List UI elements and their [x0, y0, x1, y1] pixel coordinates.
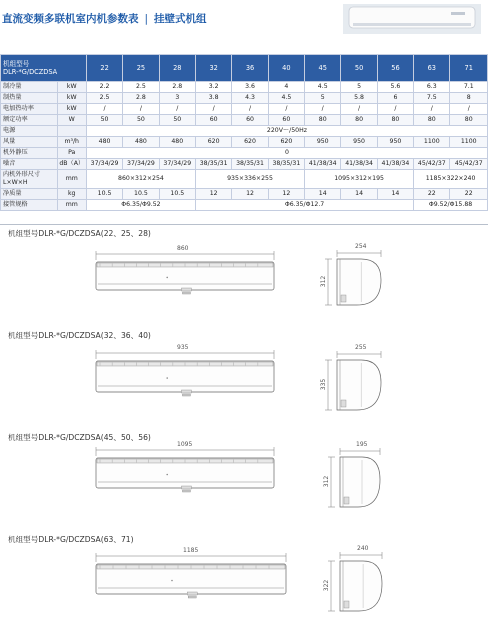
value-cell: 4.3 — [232, 93, 268, 104]
section-title: 机组型号DLR-*G/DCZDSA(45、50、56) — [8, 433, 151, 442]
value-cell: 37/34/29 — [86, 159, 122, 170]
subtitle-text: 挂壁式机组 — [154, 13, 207, 25]
table-row — [1, 189, 488, 200]
value-cell: 620 — [195, 137, 231, 148]
side-view-drawing — [0, 432, 140, 528]
row-unit: m³/h — [57, 137, 86, 148]
row-unit: kW — [57, 104, 86, 115]
row-unit: Pa — [57, 148, 86, 159]
table-row — [1, 200, 488, 211]
table-row — [1, 126, 488, 137]
value-cell: 60 — [268, 115, 304, 126]
wall-unit-photo — [343, 4, 481, 34]
value-cell: / — [86, 104, 122, 115]
model-col: 25 — [123, 55, 159, 82]
value-cell: 860×312×254 — [86, 170, 195, 189]
row-label: 电加热功率 — [1, 104, 58, 115]
table-row — [1, 93, 488, 104]
value-cell: / — [414, 104, 450, 115]
row-label: 制热量 — [1, 93, 58, 104]
table-row — [1, 148, 488, 159]
value-cell: 12 — [232, 189, 268, 200]
table-row — [1, 159, 488, 170]
row-unit: kW — [57, 93, 86, 104]
value-cell: 38/35/31 — [195, 159, 231, 170]
value-cell: / — [123, 104, 159, 115]
value-cell: 10.5 — [86, 189, 122, 200]
width-label: 935 — [177, 344, 189, 351]
page-title — [2, 11, 207, 26]
value-cell: 6.3 — [414, 82, 450, 93]
value-cell: / — [450, 104, 488, 115]
value-cell: 935×336×255 — [195, 170, 304, 189]
row-unit: mm — [57, 170, 86, 189]
value-cell: 50 — [86, 115, 122, 126]
side-view-drawing — [0, 534, 140, 630]
row-label: 噪音 — [1, 159, 58, 170]
section-title: 机组型号DLR-*G/DCZDSA(22、25、28) — [8, 229, 151, 238]
row-label: 制冷量 — [1, 82, 58, 93]
value-cell: 1100 — [450, 137, 488, 148]
value-cell: 22 — [414, 189, 450, 200]
page-header — [0, 0, 488, 36]
value-cell: Φ9.52/Φ15.88 — [414, 200, 488, 211]
dim-label: 内机外形尺寸 — [3, 171, 41, 178]
model-col: 56 — [377, 55, 413, 82]
row-unit: mm — [57, 200, 86, 211]
row-label: 额定功率 — [1, 115, 58, 126]
value-cell: 22 — [450, 189, 488, 200]
value-cell: 2.5 — [123, 82, 159, 93]
value-cell: 3 — [159, 93, 195, 104]
table-row — [1, 104, 488, 115]
value-cell: 7.5 — [414, 93, 450, 104]
title-text: 直流变频多联机室内机参数表 — [2, 13, 139, 25]
value-cell: 10.5 — [159, 189, 195, 200]
value-cell: / — [195, 104, 231, 115]
row-label — [1, 170, 58, 189]
value-cell: 5 — [305, 93, 341, 104]
value-cell: 4 — [268, 82, 304, 93]
value-cell: 2.8 — [159, 82, 195, 93]
value-cell: 38/35/31 — [268, 159, 304, 170]
value-cell: 45/42/37 — [450, 159, 488, 170]
value-cell: 80 — [450, 115, 488, 126]
dimension-section — [0, 534, 488, 632]
row-label: 风量 — [1, 137, 58, 148]
value-cell: 950 — [377, 137, 413, 148]
value-cell: 620 — [268, 137, 304, 148]
value-cell: 12 — [195, 189, 231, 200]
height-label: 312 — [323, 475, 331, 488]
value-cell: 4.5 — [305, 82, 341, 93]
value-cell: 4.5 — [268, 93, 304, 104]
width-label: 1185 — [183, 547, 199, 554]
table-row — [1, 170, 488, 189]
side-view-drawing — [0, 228, 140, 324]
row-label: 机外静压 — [1, 148, 58, 159]
value-cell: 7.1 — [450, 82, 488, 93]
row-label: 净质量 — [1, 189, 58, 200]
model-col: 45 — [305, 55, 341, 82]
width-label: 1095 — [177, 441, 193, 448]
model-col: 71 — [450, 55, 488, 82]
value-cell: 80 — [377, 115, 413, 126]
model-col: 32 — [195, 55, 231, 82]
value-cell: 14 — [377, 189, 413, 200]
height-label: 312 — [320, 275, 328, 288]
row-unit — [57, 126, 86, 137]
value-cell: 38/35/31 — [232, 159, 268, 170]
width-label: 860 — [177, 245, 189, 252]
dimension-section — [0, 330, 488, 428]
dimension-section — [0, 228, 488, 326]
depth-label: 255 — [355, 344, 367, 351]
row-unit: dB（A） — [57, 159, 86, 170]
value-cell: 480 — [86, 137, 122, 148]
value-cell: / — [268, 104, 304, 115]
value-cell: 1100 — [414, 137, 450, 148]
value-cell: 950 — [305, 137, 341, 148]
model-col: 63 — [414, 55, 450, 82]
table-row — [1, 115, 488, 126]
value-cell: 12 — [268, 189, 304, 200]
value-cell: 10.5 — [123, 189, 159, 200]
row-unit: kW — [57, 82, 86, 93]
value-cell: 80 — [341, 115, 377, 126]
dim-label-lwh: L×W×H — [3, 179, 28, 186]
section-title: 机组型号DLR-*G/DCZDSA(63、71) — [8, 535, 134, 544]
depth-label: 254 — [355, 243, 367, 250]
value-cell: Φ6.35/Φ12.7 — [195, 200, 413, 211]
value-cell: / — [232, 104, 268, 115]
value-cell: / — [341, 104, 377, 115]
value-cell: 37/34/29 — [123, 159, 159, 170]
value-cell: 5.8 — [341, 93, 377, 104]
title-separator: | — [144, 13, 149, 25]
model-code: DLR-*G/DCZDSA — [3, 68, 58, 76]
value-cell: 41/38/34 — [377, 159, 413, 170]
model-col: 22 — [86, 55, 122, 82]
value-cell: 2.2 — [86, 82, 122, 93]
value-cell: 50 — [123, 115, 159, 126]
value-cell: 41/38/34 — [305, 159, 341, 170]
value-cell: 3.8 — [195, 93, 231, 104]
value-cell: 14 — [305, 189, 341, 200]
value-cell: 480 — [123, 137, 159, 148]
value-cell: / — [305, 104, 341, 115]
model-col: 50 — [341, 55, 377, 82]
value-cell: 45/42/37 — [414, 159, 450, 170]
side-view-drawing — [0, 330, 140, 426]
spec-header-row — [1, 55, 488, 82]
value-cell: Φ6.35/Φ9.52 — [86, 200, 195, 211]
value-cell: 6 — [377, 93, 413, 104]
value-cell: 80 — [414, 115, 450, 126]
row-label: 电源 — [1, 126, 58, 137]
value-cell: 80 — [305, 115, 341, 126]
section-divider — [0, 224, 488, 225]
model-col: 40 — [268, 55, 304, 82]
value-cell: 2.5 — [86, 93, 122, 104]
value-cell: 14 — [341, 189, 377, 200]
model-label: 机组型号 — [3, 60, 30, 68]
section-title: 机组型号DLR-*G/DCZDSA(32、36、40) — [8, 331, 151, 340]
value-cell: 220V～/50Hz — [86, 126, 487, 137]
spec-body — [1, 82, 488, 211]
value-cell: / — [159, 104, 195, 115]
value-cell: 0 — [86, 148, 487, 159]
value-cell: 5 — [341, 82, 377, 93]
value-cell: 60 — [195, 115, 231, 126]
value-cell: 480 — [159, 137, 195, 148]
depth-label: 195 — [356, 441, 368, 448]
table-row — [1, 137, 488, 148]
row-unit: kg — [57, 189, 86, 200]
model-header-cell — [1, 55, 87, 82]
value-cell: 37/34/29 — [159, 159, 195, 170]
value-cell: 41/38/34 — [341, 159, 377, 170]
value-cell: 1095×312×195 — [305, 170, 414, 189]
value-cell: 620 — [232, 137, 268, 148]
value-cell: 60 — [232, 115, 268, 126]
dimension-section — [0, 432, 488, 530]
value-cell: 3.2 — [195, 82, 231, 93]
value-cell: 2.8 — [123, 93, 159, 104]
height-label: 322 — [323, 579, 331, 592]
height-label: 335 — [320, 378, 328, 391]
model-col: 36 — [232, 55, 268, 82]
model-col: 28 — [159, 55, 195, 82]
value-cell: 1185×322×240 — [414, 170, 488, 189]
depth-label: 240 — [357, 545, 369, 552]
spec-table — [0, 54, 488, 211]
value-cell: 5.6 — [377, 82, 413, 93]
value-cell: 3.6 — [232, 82, 268, 93]
table-row — [1, 82, 488, 93]
value-cell: 950 — [341, 137, 377, 148]
row-label: 接管规格 — [1, 200, 58, 211]
row-unit: W — [57, 115, 86, 126]
value-cell: 50 — [159, 115, 195, 126]
value-cell: / — [377, 104, 413, 115]
value-cell: 8 — [450, 93, 488, 104]
